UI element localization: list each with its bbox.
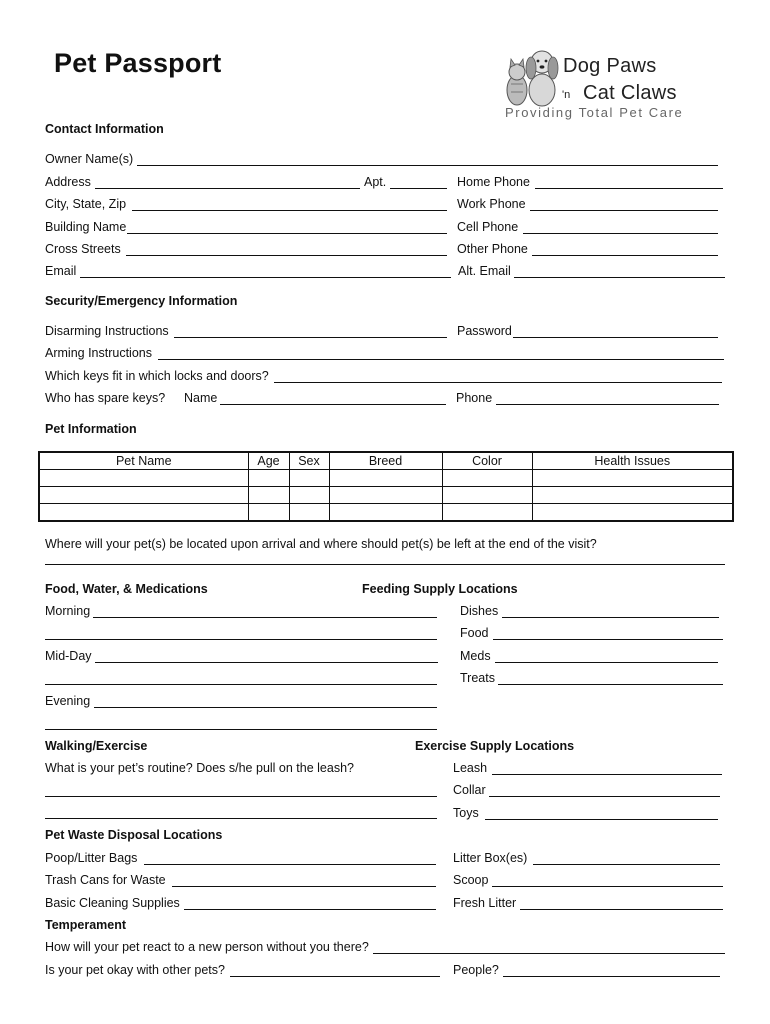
col-pet-name: Pet Name [39, 452, 248, 470]
col-age: Age [248, 452, 289, 470]
email-label: Email [45, 264, 77, 278]
building-name-field[interactable] [127, 233, 447, 234]
treats-label: Treats [460, 671, 495, 685]
table-cell[interactable] [329, 470, 442, 487]
morning-field[interactable] [93, 617, 437, 618]
toys-field[interactable] [485, 819, 718, 820]
exercise-supply-heading: Exercise Supply Locations [415, 739, 575, 753]
table-cell[interactable] [532, 470, 733, 487]
temperament-heading: Temperament [45, 918, 127, 932]
contact-heading: Contact Information [45, 122, 164, 136]
email-field[interactable] [80, 277, 451, 278]
col-color: Color [442, 452, 532, 470]
walking-heading: Walking/Exercise [45, 739, 148, 753]
morning-field-2[interactable] [45, 639, 437, 640]
brand-line2: Cat Claws [583, 82, 677, 104]
table-cell[interactable] [442, 504, 532, 522]
evening-field-2[interactable] [45, 729, 437, 730]
midday-label: Mid-Day [45, 649, 92, 663]
table-cell[interactable] [532, 487, 733, 504]
trash-cans-label: Trash Cans for Waste [45, 873, 166, 887]
city-state-zip-label: City, State, Zip [45, 197, 127, 211]
disarming-field[interactable] [174, 337, 447, 338]
table-cell[interactable] [329, 487, 442, 504]
table-cell[interactable] [532, 504, 733, 522]
treats-field[interactable] [498, 684, 723, 685]
spare-keys-phone-field[interactable] [496, 404, 719, 405]
litter-box-label: Litter Box(es) [453, 851, 528, 865]
meds-label: Meds [460, 649, 491, 663]
litter-box-field[interactable] [533, 864, 720, 865]
password-label: Password [457, 324, 512, 338]
pets-logo-image [502, 44, 560, 108]
spare-keys-name-field[interactable] [220, 404, 446, 405]
city-state-zip-field[interactable] [132, 210, 447, 211]
table-cell[interactable] [329, 504, 442, 522]
page-title: Pet Passport [54, 48, 222, 78]
alt-email-label: Alt. Email [458, 264, 511, 278]
collar-label: Collar [453, 783, 486, 797]
security-heading: Security/Emergency Information [45, 294, 238, 308]
table-row [39, 470, 733, 487]
address-label: Address [45, 175, 91, 189]
home-phone-label: Home Phone [457, 175, 530, 189]
spare-keys-label: Who has spare keys? [45, 391, 166, 405]
routine-field-2[interactable] [45, 818, 437, 819]
scoop-label: Scoop [453, 873, 489, 887]
building-name-label: Building Name [45, 220, 127, 234]
apt-field[interactable] [390, 188, 447, 189]
new-person-field[interactable] [373, 953, 725, 954]
table-row [39, 487, 733, 504]
arming-field[interactable] [158, 359, 724, 360]
col-breed: Breed [329, 452, 442, 470]
meds-field[interactable] [495, 662, 718, 663]
keys-label: Which keys fit in which locks and doors? [45, 369, 269, 383]
table-cell[interactable] [248, 504, 289, 522]
other-pets-field[interactable] [230, 976, 440, 977]
pet-info-table [38, 451, 734, 522]
midday-field[interactable] [95, 662, 438, 663]
feeding-supply-heading: Feeding Supply Locations [362, 582, 518, 596]
address-field[interactable] [95, 188, 360, 189]
routine-question: What is your pet’s routine? Does s/he pull on the leash? [45, 761, 354, 775]
table-cell[interactable] [39, 504, 248, 522]
evening-label: Evening [45, 694, 91, 708]
brand-line1: Dog Paws [563, 55, 657, 77]
work-phone-field[interactable] [530, 210, 718, 211]
table-cell[interactable] [248, 470, 289, 487]
cleaning-label: Basic Cleaning Supplies [45, 896, 180, 910]
food-field[interactable] [493, 639, 723, 640]
cell-phone-field[interactable] [523, 233, 718, 234]
dishes-label: Dishes [460, 604, 499, 618]
dishes-field[interactable] [502, 617, 719, 618]
scoop-field[interactable] [492, 886, 723, 887]
col-sex: Sex [289, 452, 329, 470]
evening-field[interactable] [94, 707, 437, 708]
table-cell[interactable] [39, 487, 248, 504]
pet-location-question: Where will your pet(s) be located upon arrival and where should pet(s) be left at the end of the visit? [45, 537, 597, 551]
table-cell[interactable] [289, 470, 329, 487]
apt-label: Apt. [364, 175, 387, 189]
table-cell[interactable] [442, 487, 532, 504]
table-row [39, 504, 733, 522]
cell-phone-label: Cell Phone [457, 220, 519, 234]
people-field[interactable] [503, 976, 720, 977]
waste-heading: Pet Waste Disposal Locations [45, 828, 223, 842]
table-cell[interactable] [248, 487, 289, 504]
routine-field[interactable] [45, 796, 437, 797]
keys-field[interactable] [274, 382, 722, 383]
cross-streets-field[interactable] [126, 255, 447, 256]
spare-keys-phone-label: Phone [456, 391, 493, 405]
other-phone-field[interactable] [532, 255, 718, 256]
other-pets-question: Is your pet okay with other pets? [45, 963, 225, 977]
food-heading: Food, Water, & Medications [45, 582, 208, 596]
fresh-litter-label: Fresh Litter [453, 896, 517, 910]
table-cell[interactable] [442, 470, 532, 487]
pet-table-header-row [39, 452, 733, 470]
owner-names-label: Owner Name(s) [45, 152, 134, 166]
cleaning-field[interactable] [184, 909, 436, 910]
toys-label: Toys [453, 806, 479, 820]
work-phone-label: Work Phone [457, 197, 526, 211]
owner-names-field[interactable] [137, 165, 718, 166]
fresh-litter-field[interactable] [520, 909, 723, 910]
table-cell[interactable] [289, 487, 329, 504]
arming-label: Arming Instructions [45, 346, 152, 360]
midday-field-2[interactable] [45, 684, 437, 685]
poop-bags-field[interactable] [144, 864, 436, 865]
table-cell[interactable] [289, 504, 329, 522]
col-health-issues: Health Issues [532, 452, 733, 470]
spare-keys-name-label: Name [184, 391, 218, 405]
food-label: Food [460, 626, 489, 640]
pet-info-heading: Pet Information [45, 422, 137, 436]
cross-streets-label: Cross Streets [45, 242, 121, 256]
trash-cans-field[interactable] [172, 886, 436, 887]
morning-label: Morning [45, 604, 91, 618]
leash-label: Leash [453, 761, 488, 775]
poop-bags-label: Poop/Litter Bags [45, 851, 138, 865]
brand-connector: 'n [562, 89, 571, 101]
table-cell[interactable] [39, 470, 248, 487]
other-phone-label: Other Phone [457, 242, 528, 256]
password-field[interactable] [513, 337, 718, 338]
collar-field[interactable] [489, 796, 720, 797]
brand-tagline: Providing Total Pet Care [505, 105, 684, 120]
people-label: People? [453, 963, 499, 977]
pet-location-field[interactable] [45, 564, 725, 565]
home-phone-field[interactable] [535, 188, 723, 189]
disarming-label: Disarming Instructions [45, 324, 169, 338]
new-person-question: How will your pet react to a new person without you there? [45, 940, 369, 954]
alt-email-field[interactable] [514, 277, 725, 278]
leash-field[interactable] [492, 774, 722, 775]
